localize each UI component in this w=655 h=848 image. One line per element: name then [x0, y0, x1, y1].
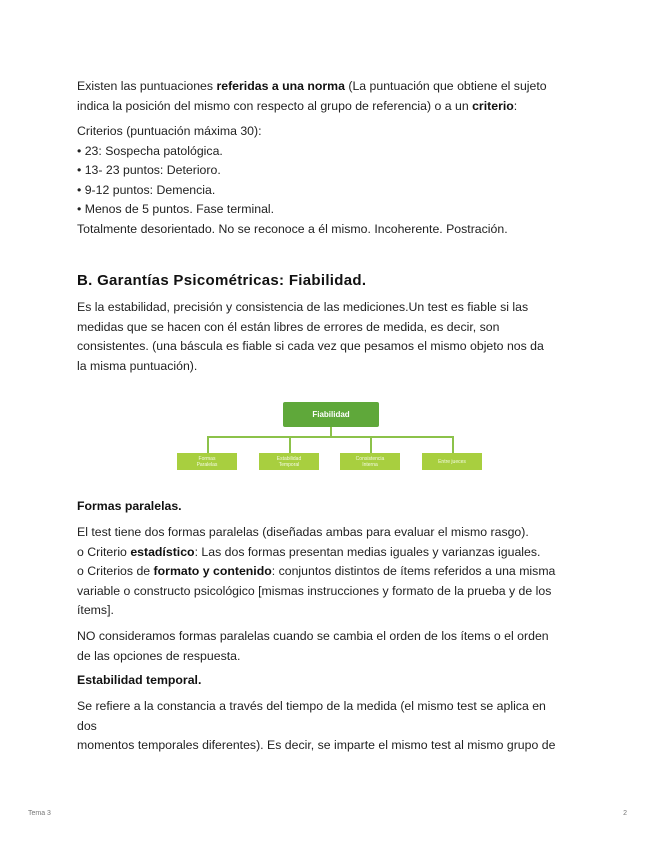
- bold-estadistico: estadístico: [130, 544, 195, 559]
- diagram-child-consistencia-interna: Consistencia Interna: [340, 453, 400, 470]
- diagram-connector-drop: [452, 436, 454, 453]
- criteria-item: • 23: Sospecha patológica.: [77, 143, 223, 158]
- diagram-child-formas-paralelas: Formas Paralelas: [177, 453, 237, 470]
- bold-criterio: criterio: [472, 98, 514, 113]
- formas-line-2: o Criterio estadístico: Las dos formas presentan medias iguales y varianzas iguales.: [77, 544, 541, 559]
- bold-formato-contenido: formato y contenido: [153, 564, 272, 578]
- diagram-connector-drop: [370, 436, 372, 453]
- estabilidad-line: Se refiere a la constancia a través del tiempo de la medida (el mismo test se aplica en: [77, 699, 546, 713]
- diagram-connector-stem: [330, 427, 332, 436]
- criteria-heading: Criterios (puntuación máxima 30):: [77, 124, 262, 138]
- formas-line-3: o Criterios de formato y contenido: conjuntos distintos de ítems referidos a una misma: [77, 564, 556, 578]
- fiabilidad-diagram: [165, 398, 495, 476]
- formas-paralelas-paragraph: [77, 523, 582, 621]
- diagram-connector-drop: [289, 436, 291, 453]
- section-b-line: medidas que se hacen con él están libres de errores de medida, es decir, son: [77, 319, 500, 334]
- bold-norma: referidas a una norma: [216, 79, 345, 93]
- diagram-child-estabilidad-temporal: Estabilidad Temporal: [259, 453, 319, 470]
- estabilidad-line: momentos temporales diferentes). Es decir, se imparte el mismo test al mismo grupo de: [77, 738, 556, 752]
- estabilidad-paragraph: [77, 697, 582, 756]
- diagram-connector-drop: [207, 436, 209, 453]
- footer-chapter-label: Tema 3: [28, 810, 51, 817]
- criteria-closing: Totalmente desorientado. No se reconoce a él mismo. Incoherente. Postración.: [77, 221, 508, 236]
- diagram-child-entre-jueces: Entre jueces: [422, 453, 482, 470]
- formas-note-line-2: de las opciones de respuesta.: [77, 648, 241, 663]
- diagram-root-box: Fiabilidad: [283, 402, 379, 427]
- criteria-item: • 9-12 puntos: Demencia.: [77, 182, 216, 197]
- footer-page-number: 2: [623, 810, 627, 817]
- formas-note-line-1: NO consideramos formas paralelas cuando se cambia el orden de los ítems o el orden: [77, 629, 549, 643]
- section-b-line: la misma puntuación).: [77, 358, 198, 373]
- formas-line-4: variable o constructo psicológico [mismas instrucciones y formato de la prueba y de los: [77, 583, 552, 598]
- section-b-title: B. Garantías Psicométricas: Fiabilidad.: [77, 272, 367, 289]
- intro-line-2: indica la posición del mismo con respecto al grupo de referencia) o a un criterio:: [77, 98, 518, 113]
- formas-line-5: ítems].: [77, 603, 114, 617]
- estabilidad-line: dos: [77, 718, 97, 733]
- intro-paragraph: [77, 77, 582, 116]
- estabilidad-temporal-title: Estabilidad temporal.: [77, 673, 202, 687]
- section-b-line: consistentes. (una báscula es fiable si cada vez que pesamos el mismo objeto nos da: [77, 339, 544, 353]
- criteria-item: • Menos de 5 puntos. Fase terminal.: [77, 202, 275, 216]
- section-b-line: Es la estabilidad, precisión y consistencia de las mediciones.Un test es fiable si las: [77, 300, 529, 314]
- diagram-connector-bar: [207, 436, 452, 438]
- criteria-list: [77, 122, 582, 239]
- section-b-paragraph: [77, 298, 582, 376]
- formas-paralelas-title: Formas paralelas.: [77, 499, 182, 513]
- formas-line-1: El test tiene dos formas paralelas (diseñadas ambas para evaluar el mismo rasgo).: [77, 525, 529, 539]
- criteria-item: • 13- 23 puntos: Deterioro.: [77, 163, 221, 177]
- formas-paralelas-note: [77, 627, 582, 666]
- intro-line-1: Existen las puntuaciones referidas a una norma (La puntuación que obtiene el sujeto: [77, 79, 547, 93]
